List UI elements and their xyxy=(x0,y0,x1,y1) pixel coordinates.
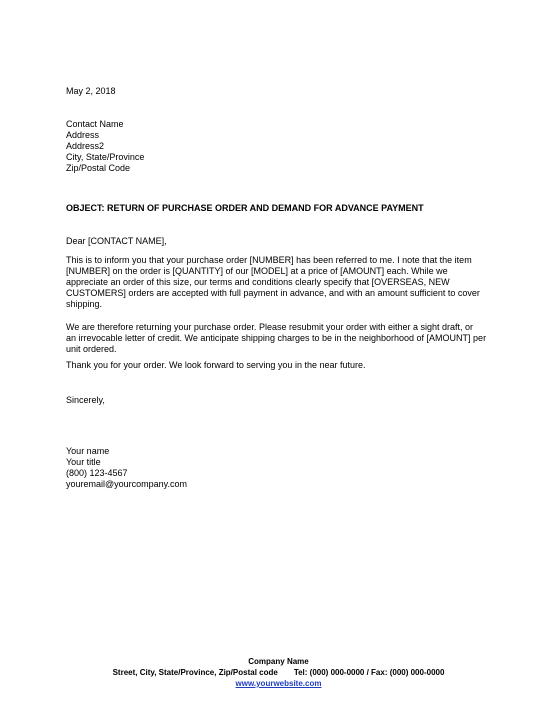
paragraph-line: CUSTOMERS] orders are accepted with full payment in advance, and with an amount sufficient to cover xyxy=(66,288,480,298)
body-paragraph-3 xyxy=(66,360,506,371)
footer-address: Street, City, State/Province, Zip/Postal code xyxy=(112,668,278,677)
paragraph-line: This is to inform you that your purchase order [NUMBER] has been referred to me. I note that the item xyxy=(66,255,472,265)
paragraph-line: appreciate an order of this size, our terms and conditions clearly specify that [OVERSEAS, NEW xyxy=(66,277,450,287)
paragraph-line: We are therefore returning your purchase order. Please resubmit your order with either a sight draft, or xyxy=(66,322,474,332)
paragraph-line: [NUMBER] on the order is [QUANTITY] of our [MODEL] at a price of [AMOUNT] each. While we xyxy=(66,266,448,276)
signer-title: Your title xyxy=(66,457,101,467)
signer-phone: (800) 123-4567 xyxy=(66,468,128,478)
footer-website-link[interactable]: www.yourwebsite.com xyxy=(235,679,322,688)
paragraph-line: shipping. xyxy=(66,299,103,309)
footer-phone-fax: Tel: (000) 000-0000 / Fax: (000) 000-0000 xyxy=(293,668,445,677)
signer-name: Your name xyxy=(66,446,110,456)
recipient-address: Address xyxy=(66,130,100,140)
signature-block xyxy=(66,446,486,490)
paragraph-line: Thank you for your order. We look forward to serving you in the near future. xyxy=(66,360,366,370)
body-paragraph-2 xyxy=(66,322,506,355)
recipient-address2: Address2 xyxy=(66,141,105,151)
paragraph-line: unit ordered. xyxy=(66,344,117,354)
letter-date: May 2, 2018 xyxy=(66,86,116,96)
recipient-city-state: City, State/Province xyxy=(66,152,145,162)
letter-object-line: OBJECT: RETURN OF PURCHASE ORDER AND DEMAND FOR ADVANCE PAYMENT xyxy=(66,203,424,213)
footer-company-name: Company Name xyxy=(248,657,309,666)
recipient-address-block xyxy=(66,119,486,174)
body-paragraph-1 xyxy=(66,255,506,310)
footer-contact-line xyxy=(0,668,557,678)
recipient-zip: Zip/Postal Code xyxy=(66,163,131,173)
paragraph-line: an irrevocable letter of credit. We anticipate shipping charges to be in the neighborhood of [AMOUNT] per xyxy=(66,333,487,343)
signer-email: youremail@yourcompany.com xyxy=(66,479,188,489)
recipient-name: Contact Name xyxy=(66,119,124,129)
letter-closing: Sincerely, xyxy=(66,395,105,405)
letter-salutation: Dear [CONTACT NAME], xyxy=(66,236,167,246)
